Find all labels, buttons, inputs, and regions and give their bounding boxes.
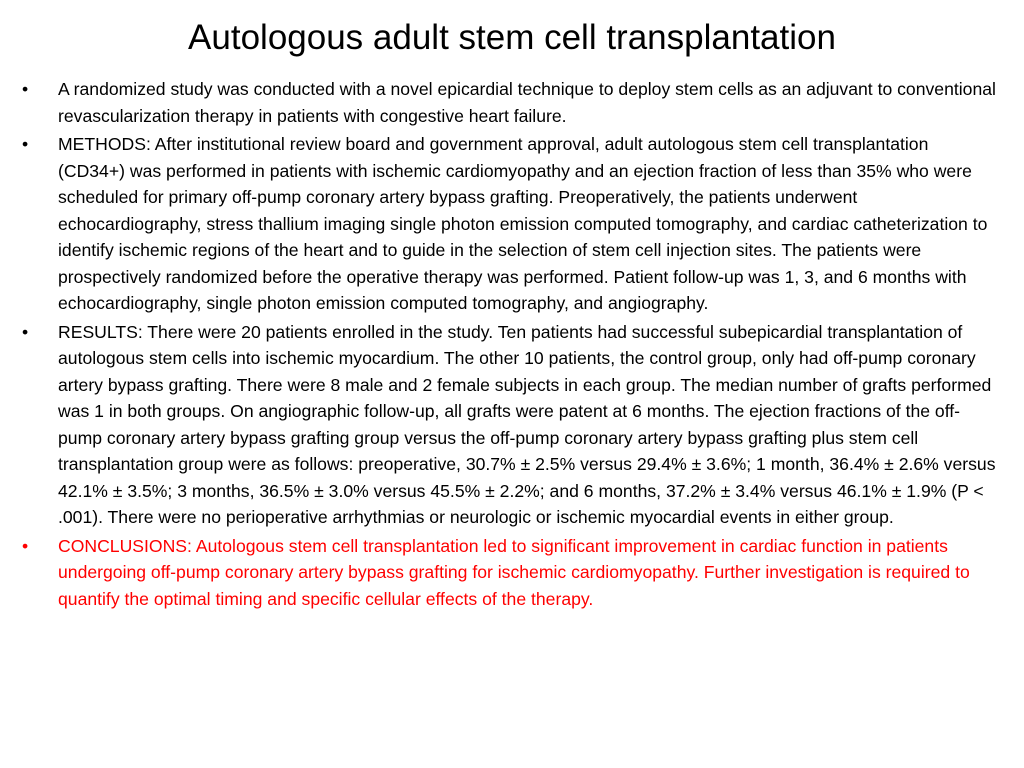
slide-title: Autologous adult stem cell transplantation [188, 18, 836, 57]
bullet-conclusions-text: CONCLUSIONS: Autologous stem cell transplantation led to significant improvement in cardiac function in patients undergoing off-pump coronary artery bypass grafting for ischemic cardiomyopathy. Further investigation is required to quantify the optimal timing and specific cellular effects of the therapy. [58, 535, 970, 609]
bullet-methods-text: METHODS: After institutional review board and government approval, adult autologous stem cell transplantation (CD34+) was performed in patients with ischemic cardiomyopathy and an ejection fraction of less than 35% who were scheduled for primary off-pump coronary artery bypass grafting. Preoperatively, the patients underwent echocardiography, stress thallium imaging single photon emission computed tomography, and cardiac catheterization to identify ischemic regions of the heart and to guide in the selection of stem cell injection sites. The patients were prospectively randomized before the operative therapy was performed. Patient follow-up was 1, 3, and 6 months with echocardiography, single photon emission computed tomography, and angiography. [58, 134, 988, 313]
bullet-conclusions [22, 533, 998, 613]
bullet-dot-icon: • [22, 134, 29, 154]
bullet-intro [22, 76, 998, 129]
bullet-dot-icon: • [22, 79, 29, 99]
bullet-list [22, 76, 998, 614]
bullet-methods [22, 131, 998, 317]
bullet-results [22, 319, 998, 531]
bullet-dot-icon: • [22, 321, 29, 342]
bullet-results-text: RESULTS: There were 20 patients enrolled in the study. Ten patients had successful subepicardial transplantation of autologous stem cells into ischemic myocardium. The other 10 patients, the control group, only had off-pump coronary artery bypass grafting. There were 8 male and 2 female subjects in each group. The median number of grafts performed was 1 in both groups. On angiographic follow-up, all grafts were patent at 6 months. The ejection fractions of the off-pump coronary artery bypass grafting group versus the off-pump coronary artery bypass grafting plus stem cell transplantation group were as follows: preoperative, 30.7% ± 2.5% versus 29.4% ± 3.6%; 1 month, 36.4% ± 2.6% versus 42.1% ± 3.5%; 3 months, 36.5% ± 3.0% versus 45.5% ± 2.2%; and 6 months, 37.2% ± 3.4% versus 46.1% ± 1.9% (P < .001). There were no perioperative arrhythmias or neurologic or ischemic myocardial events in either group. [58, 321, 996, 527]
bullet-intro-text: A randomized study was conducted with a novel epicardial technique to deploy stem cells as an adjuvant to conventional revascularization therapy in patients with congestive heart failure. [58, 79, 996, 126]
bullet-dot-icon: • [22, 535, 29, 556]
